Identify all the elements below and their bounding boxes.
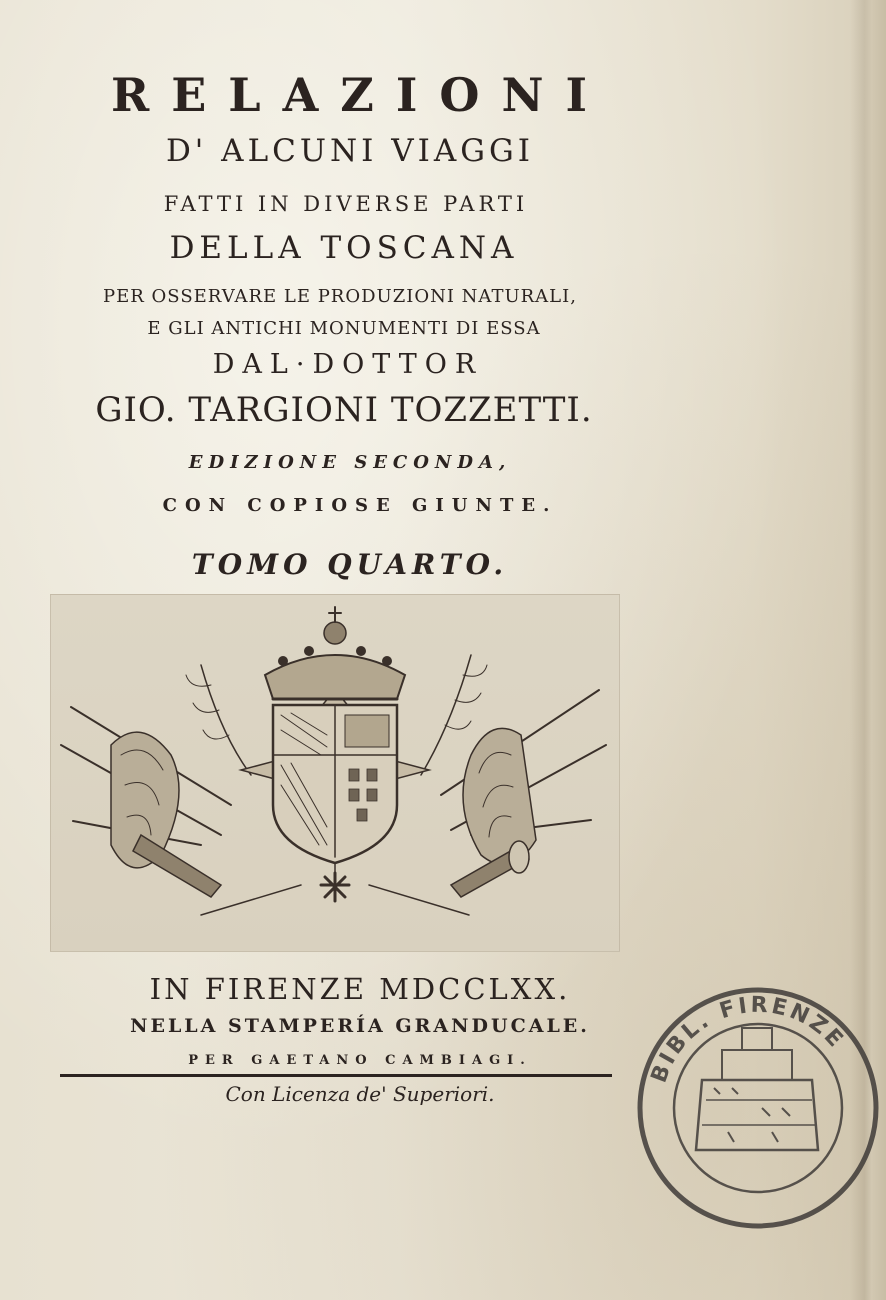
library-stamp (632, 980, 884, 1235)
imprint-rule (60, 1074, 612, 1077)
title-line-5: PER OSSERVARE LE PRODUZIONI NATURALI, (103, 286, 577, 307)
edition-line: EDIZIONE SECONDA, (188, 452, 512, 473)
imprint-press: NELLA STAMPERÍA GRANDUCALE. (130, 1015, 590, 1037)
stamp-text: BIBL. FIRENZE (646, 992, 850, 1087)
book-title: RELAZIONI (110, 68, 610, 122)
title-line-7: DAL·DOTTOR (212, 349, 484, 380)
volume-line: TOMO QUARTO. (191, 548, 509, 581)
author-name: GIO. TARGIONI TOZZETTI. (95, 390, 593, 430)
coat-of-arms-engraving (50, 594, 620, 952)
imprint-place-date: IN FIRENZE MDCCLXX. (149, 972, 571, 1006)
license-line: Con Licenza de' Superiori. (225, 1082, 495, 1106)
additions-line: CON COPIOSE GIUNTE. (162, 495, 558, 516)
title-line-4: DELLA TOSCANA (169, 230, 519, 266)
title-line-6: E GLI ANTICHI MONUMENTI DI ESSA (147, 318, 541, 339)
title-line-2: D' ALCUNI VIAGGI (165, 133, 535, 169)
imprint-printer: PER GAETANO CAMBIAGI. (188, 1053, 532, 1068)
title-line-3: FATTI IN DIVERSE PARTI (163, 192, 529, 216)
